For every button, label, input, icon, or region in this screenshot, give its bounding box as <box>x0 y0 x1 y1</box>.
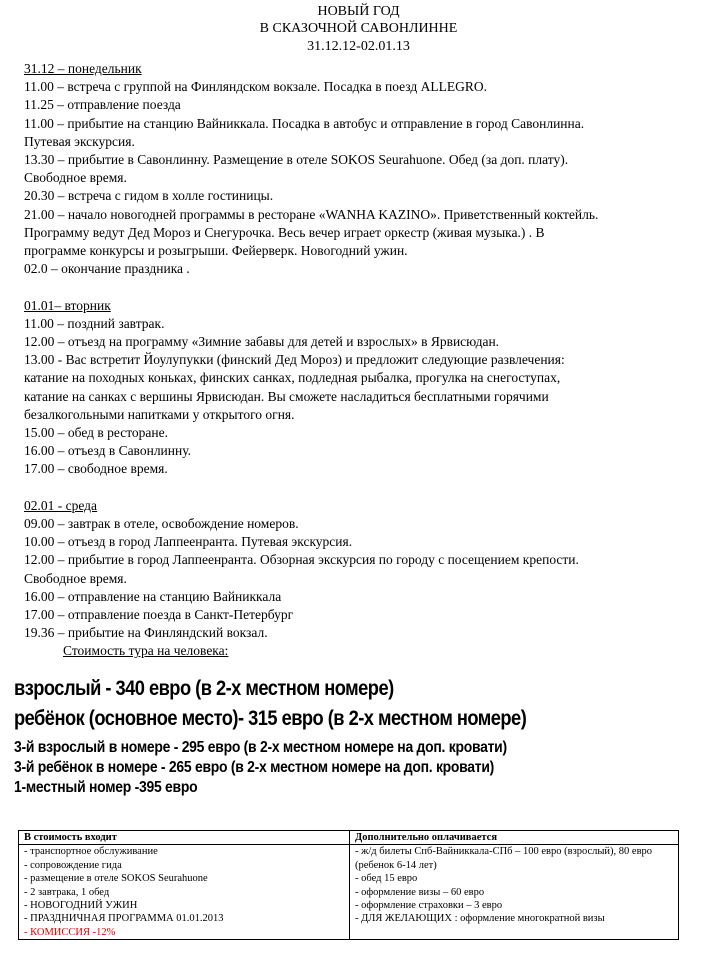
itinerary-text: 11.00 – поздний завтрак. <box>24 315 165 331</box>
itinerary-line <box>24 133 714 151</box>
itinerary-text: Путевая экскурсия. <box>24 133 135 149</box>
table-list-item: - НОВОГОДНИЙ УЖИН <box>24 900 138 912</box>
table-list-item: - оформление визы – 60 евро <box>355 886 485 898</box>
section-heading <box>24 497 714 515</box>
itinerary-line <box>24 369 714 387</box>
itinerary-line <box>24 406 714 424</box>
itinerary-text: 01.01– вторник <box>24 297 111 313</box>
itinerary-line <box>24 588 714 606</box>
itinerary-line <box>24 515 714 533</box>
doc-title: НОВЫЙ ГОД <box>317 4 400 19</box>
itinerary-text: 13.30 – прибытие в Савонлинну. Размещение в отеле SOKOS Seurahuone. Обед (за доп. плату). <box>24 152 569 168</box>
price-third-adult: 3-й взрослый в номере - 295 евро (в 2-х местном номере на доп. кровати) <box>14 739 507 756</box>
itinerary-line <box>24 151 714 169</box>
itinerary-text: 02.0 – окончание праздника . <box>24 261 190 277</box>
itinerary-line <box>24 78 714 96</box>
extra-list <box>350 845 679 940</box>
itinerary-line <box>24 424 714 442</box>
itinerary-text: 11.00 – встреча с группой на Финляндском вокзале. Посадка в поезд ALLEGRO. <box>24 79 487 95</box>
blank-line <box>24 479 714 497</box>
itinerary-text: 20.30 – встреча с гидом в холле гостиницы. <box>24 188 274 204</box>
section-heading <box>24 60 714 78</box>
itinerary-line <box>24 115 714 133</box>
section-heading <box>24 642 714 660</box>
itinerary-text: 10.00 – отъезд в город Лаппеенранта. Путевая экскурсия. <box>24 534 353 550</box>
itinerary-text: катание на санках с вершины Ярвисюдан. Вы сможете насладиться бесплатными горячими <box>24 388 549 404</box>
section-heading <box>24 297 714 315</box>
itinerary-line <box>24 187 714 205</box>
table-list-item: - оформление страховки – 3 евро <box>355 900 503 912</box>
table-list-item: - сопровождение гида <box>24 859 122 871</box>
extra-header: Дополнительно оплачивается <box>350 831 679 845</box>
itinerary-line <box>24 315 714 333</box>
itinerary-text: безалкогольными напитками у открытого огня. <box>24 406 295 422</box>
table-list-item: - ДЛЯ ЖЕЛАЮЩИХ : оформление многократной визы <box>355 913 605 925</box>
table-list-item: - ПРАЗДНИЧНАЯ ПРОГРАММА 01.01.2013 <box>24 913 224 925</box>
itinerary-text: Свободное время. <box>24 570 127 586</box>
itinerary-line <box>24 570 714 588</box>
itinerary-line <box>24 169 714 187</box>
itinerary-text: 13.00 - Вас встретит Йоулупукки (финский Дед Мороз) и предложит следующие развлечения: <box>24 352 565 368</box>
price-child: ребёнок (основное место)- 315 евро (в 2-х местном номере) <box>14 707 527 730</box>
itinerary-line <box>24 96 714 114</box>
itinerary-text: Свободное время. <box>24 170 127 186</box>
itinerary-text: 11.25 – отправление поезда <box>24 97 181 113</box>
itinerary-line <box>24 260 714 278</box>
itinerary-text: 12.00 – отъезд на программу «Зимние забавы для детей и взрослых» в Ярвисюдан. <box>24 334 500 350</box>
itinerary-text: Стоимость тура на человека: <box>63 643 229 659</box>
itinerary-line <box>24 442 714 460</box>
itinerary-text: 31.12 – понедельник <box>24 61 142 76</box>
itinerary-text: 21.00 – начало новогодней программы в ресторане «WANHA KAZINO». Приветственный коктейль. <box>24 206 599 222</box>
itinerary-line <box>24 533 714 551</box>
itinerary-text: 16.00 – отправление на станцию Вайниккала <box>24 588 282 604</box>
itinerary-line <box>24 460 714 478</box>
itinerary-line <box>24 606 714 624</box>
doc-dates: 31.12.12-02.01.13 <box>307 39 410 54</box>
itinerary <box>24 60 714 661</box>
itinerary-line <box>24 551 714 569</box>
itinerary-line <box>24 351 714 369</box>
itinerary-text: 19.36 – прибытие на Финляндский вокзал. <box>24 625 268 641</box>
table-list-item: - размещение в отеле SOKOS Seurahuone <box>24 873 208 885</box>
itinerary-line <box>24 388 714 406</box>
itinerary-text: 09.00 – завтрак в отеле, освобождение номеров. <box>24 516 299 532</box>
table-list-item: - 2 завтрака, 1 обед <box>24 886 110 898</box>
table-list-item: - ж/д билеты Спб-Вайниккала-СПб – 100 евро (взрослый), 80 евро (ребенок 6-14 лет) <box>355 846 653 871</box>
itinerary-line <box>24 206 714 224</box>
itinerary-text: 15.00 – обед в ресторане. <box>24 425 168 441</box>
included-header: В стоимость входит <box>19 831 350 845</box>
itinerary-text: 17.00 – свободное время. <box>24 461 168 477</box>
itinerary-text: программе конкурсы и розыгрыши. Фейерверк. Новогодний ужин. <box>24 243 408 259</box>
table-list-item: - КОМИССИЯ -12% <box>24 926 116 938</box>
itinerary-line <box>24 242 714 260</box>
table-list-item: - транспортное обслуживание <box>24 846 158 858</box>
price-adult: взрослый - 340 евро (в 2-х местном номере) <box>14 677 394 700</box>
price-single: 1-местный номер -395 евро <box>14 779 198 796</box>
itinerary-line <box>24 224 714 242</box>
inclusions-table <box>18 830 679 940</box>
itinerary-text: 17.00 – отправление поезда в Санкт-Петербург <box>24 607 294 623</box>
itinerary-line <box>24 624 714 642</box>
table-list-item: - обед 15 евро <box>355 873 418 885</box>
itinerary-text: 02.01 - среда <box>24 497 98 513</box>
included-list <box>19 845 350 940</box>
itinerary-text: 12.00 – прибытие в город Лаппеенранта. Обзорная экскурсия по городу с посещением крепости. <box>24 552 579 568</box>
blank-line <box>24 278 714 296</box>
itinerary-text: Программу ведут Дед Мороз и Снегурочка. Весь вечер играет оркестр (живая музыка.) . В <box>24 224 545 240</box>
doc-subtitle: В СКАЗОЧНОЙ САВОНЛИННЕ <box>259 21 458 36</box>
price-third-child: 3-й ребёнок в номере - 265 евро (в 2-х местном номере на доп. кровати) <box>14 759 495 776</box>
itinerary-text: 16.00 – отъезд в Савонлинну. <box>24 443 192 459</box>
itinerary-line <box>24 333 714 351</box>
itinerary-text: катание на походных коньках, финских санках, подледная рыбалка, прогулка на снегоступах, <box>24 370 561 386</box>
itinerary-text: 11.00 – прибытие на станцию Вайниккала. Посадка в автобус и отправление в город Савонлинна. <box>24 115 585 131</box>
price-list <box>14 674 714 798</box>
